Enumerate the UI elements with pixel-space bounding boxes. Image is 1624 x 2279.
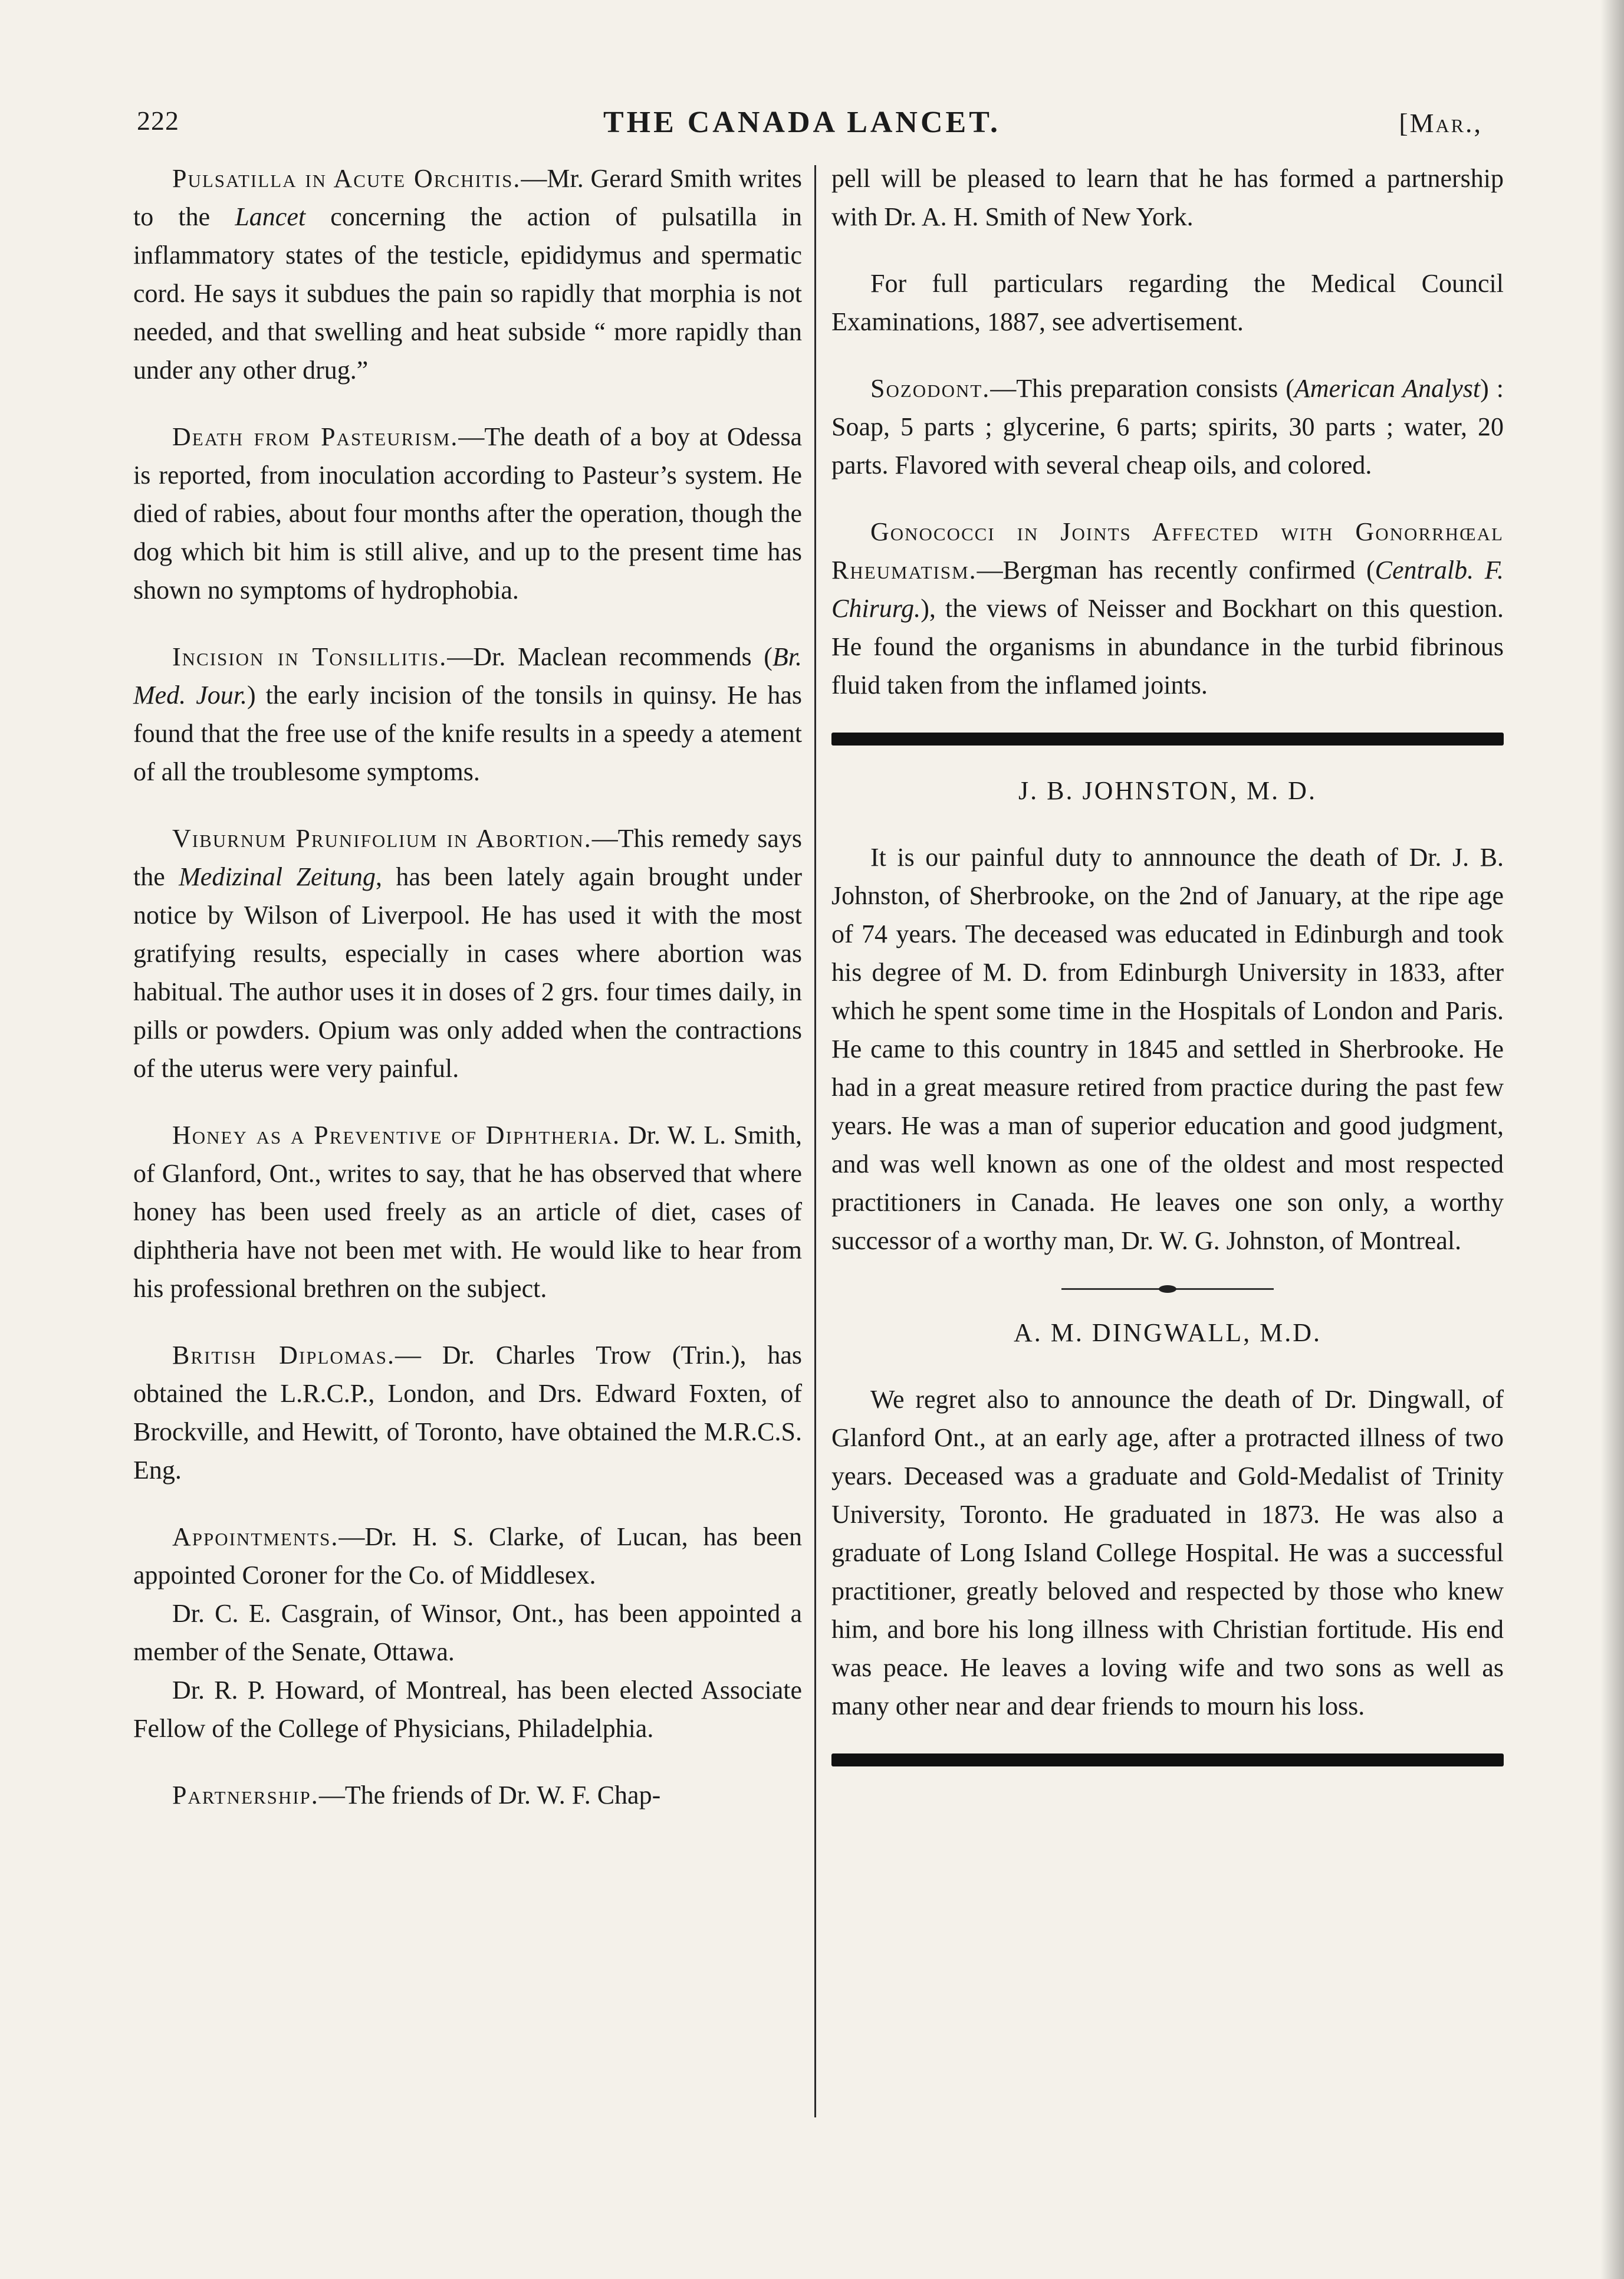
article-appointments [133,1518,802,1594]
article-title: Partnership. [172,1781,319,1810]
article-title: Appointments. [172,1522,339,1551]
article-text: — Dr. Charles Trow (Trin.), has obtained the L.R.C.P., London, and Drs. Edward Foxten, of Brockville, and Hewitt, of Toronto, have obtained the M.R.C.S. Eng. [133,1341,802,1485]
page-edge-shadow [1600,0,1624,2279]
obituary-dingwall: We regret also to announce the death of Dr. Dingwall, of Glanford Ont., at an early age, after a protracted illness of two years. Deceased was a graduate and Gold-Medalist of Trinity University, Toronto. He graduated in 1873. He was also a graduate of Long Island College Hospital. He was a successful practitioner, greatly beloved and respected by those who knew him, and bore his long illness with Christian fortitude. His end was peace. He leaves a loving wife and two sons as well as many other near and dear friends to mourn his loss. [831,1385,1504,1720]
appointment-casgrain: Dr. C. E. Casgrain, of Winsor, Ont., has been appointed a member of the Senate, Ottawa. [133,1599,802,1666]
article-pulsatilla [133,159,802,389]
article-partnership-continued: pell will be pleased to learn that he has formed a partnership with Dr. A. H. Smith of New York. [831,164,1504,231]
article-text: Dr. W. L. Smith, of Glanford, Ont., writes to say, that he has observed that where honey has been used freely as an article of diet, cases of diphtheria have not been met with. He would like to hear from his professional brethren on the subject. [133,1121,803,1303]
article-pasteurism [133,418,802,609]
right-column [831,159,1504,1792]
article-text: —This preparation consists ( [990,374,1294,403]
article-partnership [133,1776,802,1814]
article-text: —This remedy says the [133,824,803,891]
article-text: concerning the action of pulsatilla in inflammatory states of the testicle, epididymus and spermatic cord. He says it subdues the pain so rapidly that morphia is not needed, and that swelling and heat subside “ more rapidly than under any other drug.” [133,202,802,385]
column-divider [814,165,816,2117]
left-column [133,159,802,1843]
article-text: ) : Soap, 5 parts ; glycerine, 6 parts; spirits, 30 parts ; water, 20 parts. Flavored with several cheap oils, and colored. [831,374,1504,480]
section-rule [831,733,1504,746]
article-text: —The friends of Dr. W. F. Chap- [318,1781,661,1810]
article-title: Honey as a Preventive of Diphtheria. [172,1121,621,1150]
article-council-exams: For full particulars regarding the Medical Council Examinations, 1887, see advertisement. [831,269,1504,336]
appointment-howard: Dr. R. P. Howard, of Montreal, has been elected Associate Fellow of the College of Physicians, Philadelphia. [133,1676,802,1743]
journal-citation: Lancet [235,202,306,231]
article-title: Pulsatilla in Acute Orchitis. [172,164,521,193]
article-title: Viburnum Prunifolium in Abortion. [172,824,592,853]
article-text: —Dr. H. S. Clarke, of Lucan, has been appointed Coroner for the Co. of Middlesex. [133,1522,802,1590]
journal-citation: Br. Med. Jour. [133,642,802,710]
article-title: Incision in Tonsillitis. [172,642,448,671]
section-rule [831,1753,1504,1766]
article-sozodont [831,369,1504,484]
article-diplomas [133,1336,802,1489]
obituary-heading-dingwall: A. M. DINGWALL, M.D. [1014,1318,1321,1347]
article-text: , has been lately again brought under notice by Wilson of Liverpool. He has used it with the most gratifying results, especially in cases where abortion was habitual. The author uses it in doses of 2 grs. four times daily, in pills or powders. Opium was only added when the contractions of the uterus were very painful. [133,862,802,1083]
article-tonsillitis [133,638,802,791]
article-viburnum [133,819,802,1088]
article-honey [133,1116,802,1308]
article-text: —Dr. Maclean recommends ( [447,642,772,671]
article-title: British Diplomas. [172,1341,395,1370]
article-text: —Bergman has recently confirmed ( [977,556,1375,584]
article-title: Sozodont. [870,374,991,403]
article-title: Death from Pasteurism. [172,422,459,451]
page-number: 222 [137,106,179,136]
journal-citation: Centralb. F. Chirurg. [831,556,1504,623]
article-text: —Mr. Gerard Smith writes to the [133,164,802,231]
journal-title: THE CANADA LANCET. [603,106,1001,139]
ornament-divider [1061,1288,1274,1290]
article-gonococci [831,513,1504,704]
issue-month: [Mar., [1399,108,1482,138]
obituary-johnston: It is our painful duty to annnounce the death of Dr. J. B. Johnston, of Sherbrooke, on the 2nd of January, at the ripe age of 74 years. The deceased was educated in Edinburgh and took his degree of M. D. from Edinburgh University in 1833, after which he spent some time in the Hospitals of London and Paris. He came to this country in 1845 and settled in Sherbrooke. He had in a great measure retired from practice during the past few years. He was a man of superior education and good judgment, and was well known as one of the oldest and most respected practitioners in Canada. He leaves one son only, a worthy successor of a worthy man, Dr. W. G. Johnston, of Montreal. [831,843,1504,1255]
article-text: ), the views of Neisser and Bockhart on this question. He found the organisms in abundance in the turbid fibrinous fluid taken from the inflamed joints. [831,594,1504,700]
article-title: Gonococci in Joints Affected with Gonorrhœal Rheumatism. [831,517,1504,584]
journal-citation: American Analyst [1294,374,1481,403]
journal-citation: Medizinal Zeitung [179,862,376,891]
article-text: —The death of a boy at Odessa is reported, from inoculation according to Pasteur’s system. He died of rabies, about four months after the operation, though the dog which bit him is still alive, and up to the present time has shown no symptoms of hydrophobia. [133,422,802,605]
obituary-heading-johnston: J. B. JOHNSTON, M. D. [1018,776,1317,805]
article-text: ) the early incision of the tonsils in quinsy. He has found that the free use of the knife results in a speedy a atement of all the troublesome symptoms. [133,681,802,786]
